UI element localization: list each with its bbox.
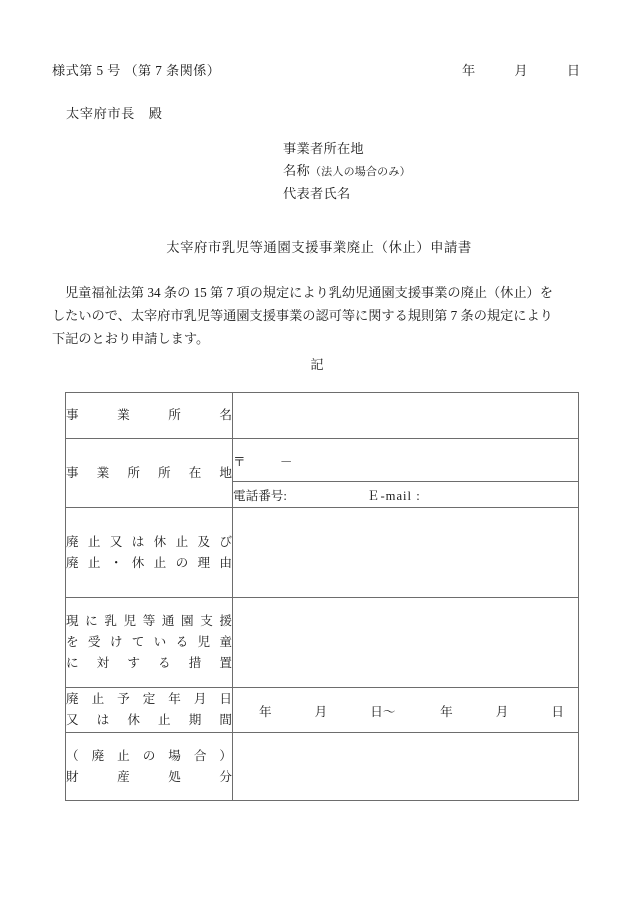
label-measures-line-2: を受けている児童	[66, 635, 232, 649]
label-business-name	[66, 393, 233, 439]
label-period-line-1: 廃止予定年月日	[66, 692, 232, 706]
table-row-business-address	[66, 439, 579, 482]
applicant-location-label: 事業者所在地	[283, 141, 364, 156]
value-property[interactable]	[233, 733, 579, 801]
period-start-year: 年	[259, 704, 272, 719]
label-period-line-2: 又は休止期間	[66, 713, 232, 727]
date-day-placeholder: 日	[566, 63, 580, 78]
date-year-placeholder: 年	[462, 63, 476, 78]
table-row-business-name	[66, 393, 579, 439]
applicant-representative-label: 代表者氏名	[283, 186, 351, 201]
label-business-name-text: 事業所名	[66, 408, 232, 422]
table-row-measures	[66, 598, 579, 688]
body-line-1: 児童福祉法第 34 条の 15 第 7 項の規定により乳幼児通園支援事業の廃止（休止）を	[65, 285, 553, 300]
label-property	[66, 733, 233, 801]
application-table	[65, 392, 579, 801]
value-reason[interactable]	[233, 508, 579, 598]
value-business-name[interactable]	[233, 393, 579, 439]
postal-mark-icon: 〒	[233, 454, 246, 469]
label-business-address-text: 事業所所在地	[66, 465, 232, 480]
table-row-property	[66, 733, 579, 801]
ki-marker: 記	[310, 357, 324, 372]
label-measures-line-3: に対する措置	[66, 656, 232, 670]
body-line-3: 下記のとおり申請します。	[52, 331, 210, 346]
page-title: 太宰府市乳児等通園支援事業廃止（休止）申請書	[166, 240, 472, 255]
value-contact[interactable]	[233, 482, 579, 508]
label-reason-line-2: 廃止・休止の理由	[66, 555, 232, 570]
value-period[interactable]	[233, 688, 579, 733]
label-reason	[66, 508, 233, 598]
phone-label: 電話番号:	[233, 489, 287, 503]
value-measures[interactable]	[233, 598, 579, 688]
label-period	[66, 688, 233, 733]
applicant-name-label: 名称	[283, 162, 310, 178]
label-property-line-2: 財産処分	[66, 769, 232, 784]
period-end-day: 日	[551, 704, 565, 719]
period-end-year: 年	[440, 704, 453, 719]
applicant-name-note: （法人の場合のみ）	[309, 165, 411, 178]
applicant-block	[283, 138, 411, 205]
period-start-day: 日〜	[370, 704, 396, 719]
date-line	[462, 60, 580, 79]
label-business-address	[66, 439, 233, 508]
applicant-name-row	[283, 160, 411, 184]
label-measures	[66, 598, 233, 688]
table-row-period	[66, 688, 579, 733]
body-paragraph	[52, 281, 579, 350]
table-row-reason	[66, 508, 579, 598]
period-placeholders	[233, 701, 578, 720]
value-postal-code[interactable]	[233, 439, 579, 482]
postal-dash: －	[279, 454, 293, 469]
label-reason-line-1: 廃止又は休止及び	[66, 534, 232, 549]
body-line-2: したいので、太宰府市乳児等通園支援事業の認可等に関する規則第 7 条の規定により	[52, 308, 553, 323]
label-property-line-1: （廃止の場合）	[66, 748, 232, 763]
email-label: Ｅ-mail :	[366, 489, 421, 503]
addressee: 太宰府市長 殿	[66, 106, 163, 121]
label-measures-line-1: 現に乳児等通園支援	[66, 614, 232, 628]
period-start-month: 月	[314, 704, 328, 719]
form-number: 様式第 5 号 （第 7 条関係）	[52, 63, 221, 78]
date-month-placeholder: 月	[514, 63, 528, 78]
period-end-month: 月	[495, 704, 509, 719]
